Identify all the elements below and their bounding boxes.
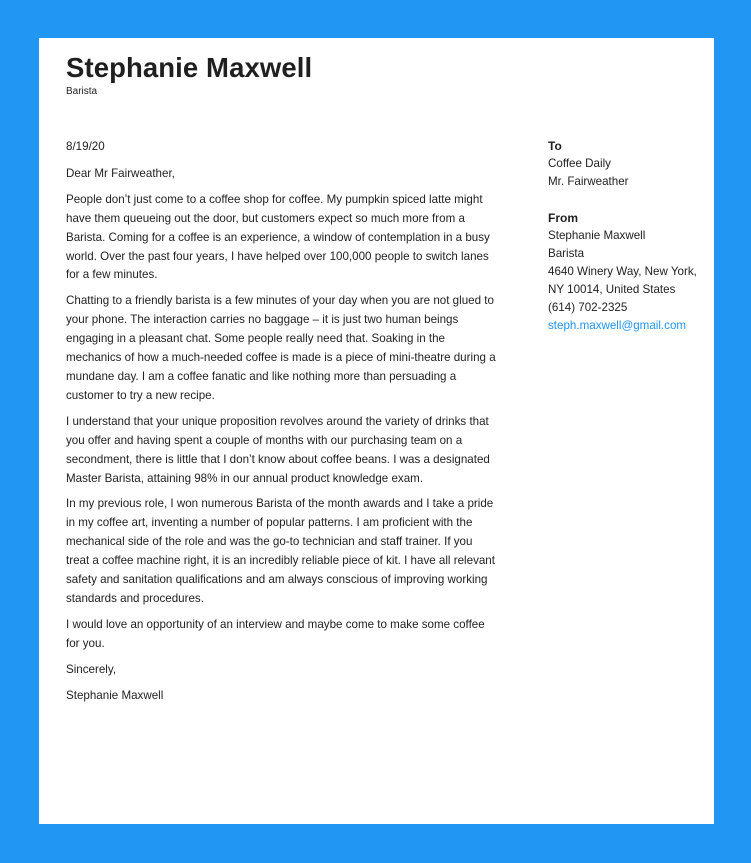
sender-address: 4640 Winery Way, New York, NY 10014, United States xyxy=(548,265,697,296)
letter-paragraph-4: In my previous role, I won numerous Barista of the month awards and I take a pride in my coffee art, inventing a number of popular patterns. I am proficient with the mechanical side of the role and was the go-to technician and staff trainer. If you treat a coffee machine right, it is an incredibly reliable piece of kit. I have all relevant safety and sanitation qualifications and am always conscious of improving working standards and procedures. xyxy=(66,497,495,605)
sender-block xyxy=(548,209,703,335)
sender-email-link[interactable]: steph.maxwell@gmail.com xyxy=(548,319,687,332)
recipient-heading: To xyxy=(548,139,562,153)
contact-sidebar xyxy=(548,137,703,353)
letter-signature: Stephanie Maxwell xyxy=(66,688,164,702)
sender-heading: From xyxy=(548,211,578,225)
applicant-role: Barista xyxy=(66,86,98,97)
letter-salutation: Dear Mr Fairweather, xyxy=(66,166,175,180)
applicant-name: Stephanie Maxwell xyxy=(66,52,313,83)
letter-body xyxy=(66,138,496,712)
recipient-company: Coffee Daily xyxy=(548,157,611,170)
letter-closing: Sincerely, xyxy=(66,662,117,676)
sender-phone: (614) 702-2325 xyxy=(548,301,628,314)
letter-paragraph-3: I understand that your unique proposition revolves around the variety of drinks that you offer and having spent a couple of months with our purchasing team on a secondment, there is little that I don’t know about coffee beans. I was a designated Master Barista, attaining 98% in our annual product knowledge exam. xyxy=(66,414,490,485)
sender-title: Barista xyxy=(548,247,585,260)
recipient-person: Mr. Fairweather xyxy=(548,175,629,188)
letter-paragraph-5: I would love an opportunity of an interview and maybe come to make some coffee for you. xyxy=(66,617,485,650)
letter-paragraph-2: Chatting to a friendly barista is a few minutes of your day when you are not glued to your phone. The interaction carries no baggage – it is just two human beings engaging in a pleasant chat. Some people really need that. Soaking in the mechanics of how a much-needed coffee is made is a piece of mini-theatre during a mundane day. I am a coffee fanatic and like nothing more than persuading a customer to try a new recipe. xyxy=(66,294,496,402)
sender-name: Stephanie Maxwell xyxy=(548,229,646,242)
cover-letter-page xyxy=(39,38,714,824)
letter-paragraph-1: People don’t just come to a coffee shop for coffee. My pumpkin spiced latte might have them queueing out the door, but customers expect so much more from a Barista. Coming for a coffee is an experience, a window of contemplation in a busy world. Over the past four years, I have helped over 100,000 people to switch lanes for a few minutes. xyxy=(66,192,490,282)
letter-date: 8/19/20 xyxy=(66,140,105,153)
recipient-block xyxy=(548,137,703,191)
